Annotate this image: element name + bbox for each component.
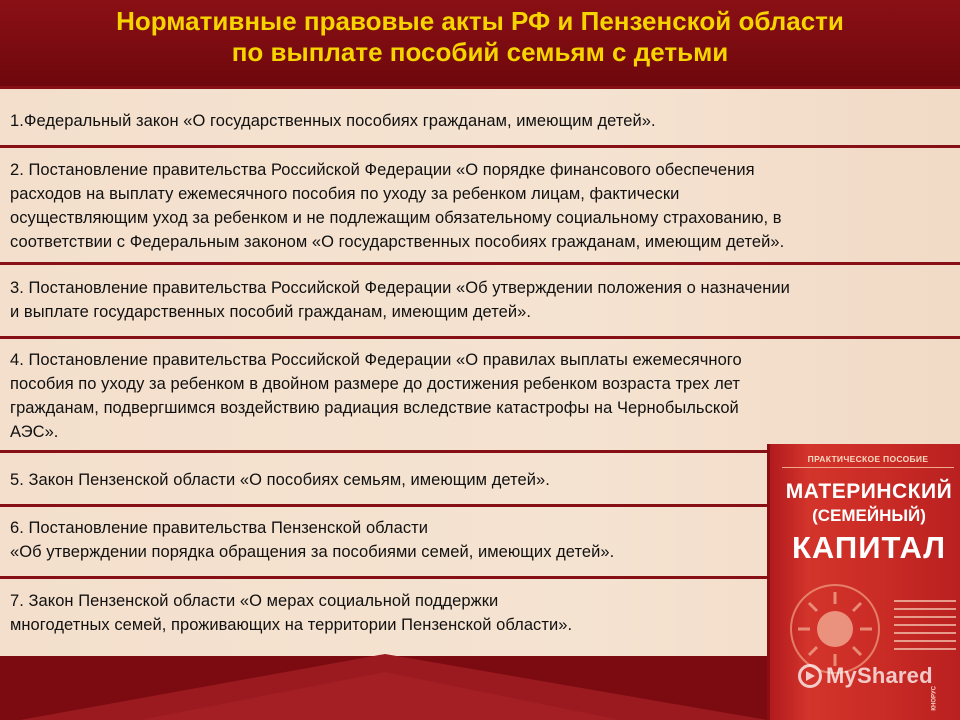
separator [0, 86, 960, 89]
list-item-line: соответствии с Федеральным законом «О государственных пособиях гражданам, имеющим детей». [10, 233, 785, 251]
list-item [10, 589, 572, 637]
slide-title [0, 6, 960, 68]
separator [0, 262, 960, 265]
separator [0, 450, 767, 453]
slide-title-line-1: Нормативные правовые акты РФ и Пензенской области [116, 6, 844, 36]
book-title-line-3: КАПИТАЛ [792, 530, 946, 565]
book-subtitle: ПРАКТИЧЕСКОЕ ПОСОБИЕ [782, 454, 954, 468]
separator [0, 504, 767, 507]
separator [0, 576, 767, 579]
separator [0, 336, 960, 339]
slide-header [0, 0, 960, 86]
watermark-text: MyShared [826, 663, 933, 688]
list-item-line: пособия по уходу за ребенком в двойном размере до достижения ребенком возраста трех лет [10, 375, 741, 393]
list-item-line: 7. Закон Пензенской области «О мерах социальной поддержки [10, 592, 499, 610]
book-title-line-1: МАТЕРИНСКИЙ [785, 480, 953, 503]
list-item-line: расходов на выплату ежемесячного пособия по уходу за ребенком лицам, фактически [10, 185, 680, 203]
list-item [10, 348, 742, 444]
list-item-line: 2. Постановление правительства Российской Федерации «О порядке финансового обеспечения [10, 161, 755, 179]
list-item [10, 158, 784, 254]
slide-title-line-2: по выплате пособий семьям с детьми [231, 37, 729, 67]
list-item-line: многодетных семей, проживающих на территории Пензенской области». [10, 616, 573, 634]
list-item [10, 109, 656, 133]
watermark [798, 660, 933, 692]
list-item [10, 468, 550, 492]
list-item-line: 1.Федеральный закон «О государственных пособиях гражданам, имеющим детей». [10, 112, 656, 130]
list-item-line: и выплате государственных пособий гражданам, имеющим детей». [10, 303, 532, 321]
list-item-line: 5. Закон Пензенской области «О пособиях семьям, имеющим детей». [10, 471, 550, 489]
book-text-lines [894, 600, 956, 656]
list-item-line: 3. Постановление правительства Российской Федерации «Об утверждении положения о назначении [10, 279, 790, 297]
list-item-line: «Об утверждении порядка обращения за пособиями семей, имеющих детей». [10, 543, 615, 561]
list-item [10, 276, 790, 324]
book-title-line-2: (СЕМЕЙНЫЙ) [812, 506, 926, 525]
list-item-line: 6. Постановление правительства Пензенской области [10, 519, 429, 537]
list-item [10, 516, 614, 564]
list-item-line: гражданам, подвергшимся воздействию радиация вследствие катастрофы на Чернобыльской [10, 399, 739, 417]
list-item-line: 4. Постановление правительства Российской Федерации «О правилах выплаты ежемесячного [10, 351, 742, 369]
list-item-line: осуществляющим уход за ребенком и не подлежащим обязательному социальному страхованию, в [10, 209, 782, 227]
separator [0, 145, 960, 148]
book-publisher: КНОРУС [932, 686, 938, 711]
list-item-line: АЭС». [10, 423, 59, 441]
play-circle-icon [798, 664, 822, 688]
